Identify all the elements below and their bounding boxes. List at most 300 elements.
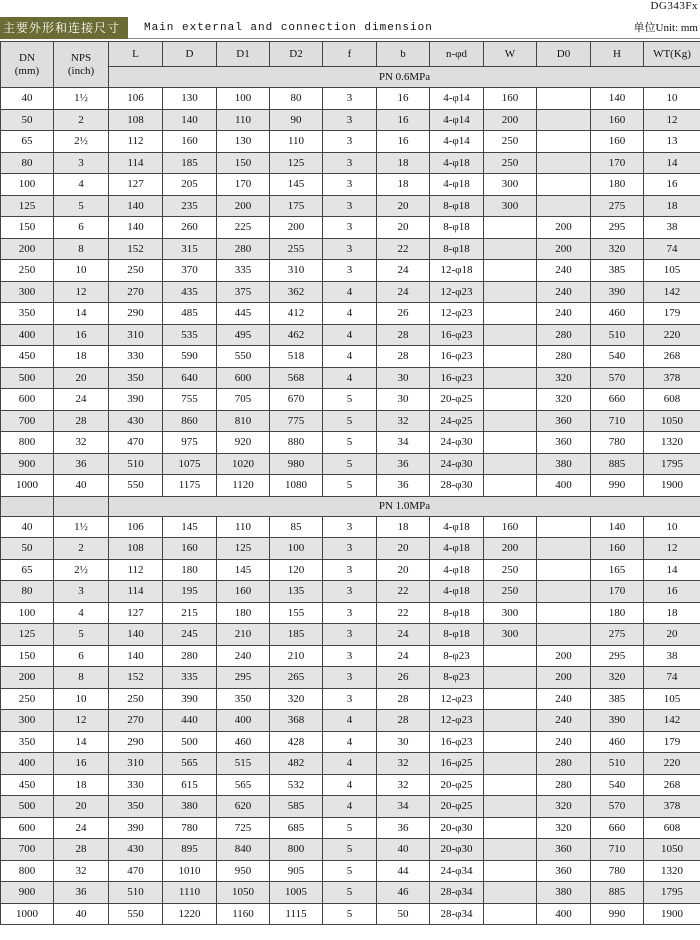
cell-wt: 105 bbox=[644, 688, 700, 710]
cell-L: 310 bbox=[109, 753, 163, 775]
cell-L: 140 bbox=[109, 645, 163, 667]
cell-dn: 800 bbox=[1, 432, 54, 454]
table-row bbox=[1, 817, 700, 839]
table-row bbox=[1, 410, 700, 432]
cell-W bbox=[484, 367, 537, 389]
cell-D0: 360 bbox=[537, 860, 591, 882]
cell-D0: 280 bbox=[537, 753, 591, 775]
cell-H: 385 bbox=[591, 688, 644, 710]
cell-nd: 12-φ23 bbox=[430, 688, 484, 710]
unit-label: 单位Unit: mm bbox=[633, 22, 698, 34]
cell-D1: 1020 bbox=[217, 453, 270, 475]
cell-H: 170 bbox=[591, 152, 644, 174]
cell-L: 550 bbox=[109, 903, 163, 925]
cell-dn: 300 bbox=[1, 710, 54, 732]
cell-W: 250 bbox=[484, 152, 537, 174]
cell-D1: 210 bbox=[217, 624, 270, 646]
cell-dn: 500 bbox=[1, 367, 54, 389]
cell-dn: 150 bbox=[1, 645, 54, 667]
cell-b: 20 bbox=[377, 538, 430, 560]
cell-D1: 280 bbox=[217, 238, 270, 260]
cell-D1: 375 bbox=[217, 281, 270, 303]
cell-b: 16 bbox=[377, 109, 430, 131]
cell-D0: 280 bbox=[537, 346, 591, 368]
cell-D: 195 bbox=[163, 581, 217, 603]
cell-L: 290 bbox=[109, 303, 163, 325]
cell-W: 300 bbox=[484, 174, 537, 196]
cell-dn: 150 bbox=[1, 217, 54, 239]
cell-dn: 450 bbox=[1, 774, 54, 796]
cell-H: 780 bbox=[591, 432, 644, 454]
cell-D0 bbox=[537, 174, 591, 196]
cell-W bbox=[484, 731, 537, 753]
cell-W bbox=[484, 303, 537, 325]
cell-f: 4 bbox=[323, 281, 377, 303]
header-l: L bbox=[109, 42, 163, 67]
cell-f: 5 bbox=[323, 453, 377, 475]
cell-L: 330 bbox=[109, 774, 163, 796]
cell-f: 4 bbox=[323, 710, 377, 732]
cell-D: 1110 bbox=[163, 882, 217, 904]
pressure-row bbox=[1, 496, 700, 516]
table-row bbox=[1, 516, 700, 538]
cell-dn: 350 bbox=[1, 303, 54, 325]
cell-dn: 500 bbox=[1, 796, 54, 818]
cell-W bbox=[484, 260, 537, 282]
cell-D: 755 bbox=[163, 389, 217, 411]
cell-D2: 428 bbox=[270, 731, 323, 753]
cell-b: 28 bbox=[377, 710, 430, 732]
cell-nd: 8-φ23 bbox=[430, 667, 484, 689]
table-row bbox=[1, 903, 700, 925]
cell-nd: 20-φ25 bbox=[430, 774, 484, 796]
cell-H: 460 bbox=[591, 303, 644, 325]
cell-wt: 1795 bbox=[644, 453, 700, 475]
cell-D1: 225 bbox=[217, 217, 270, 239]
cell-f: 4 bbox=[323, 753, 377, 775]
cell-W bbox=[484, 903, 537, 925]
title-divider bbox=[128, 38, 700, 39]
cell-b: 36 bbox=[377, 817, 430, 839]
cell-W bbox=[484, 432, 537, 454]
group-pn06 bbox=[1, 88, 700, 497]
cell-D1: 150 bbox=[217, 152, 270, 174]
cell-H: 990 bbox=[591, 475, 644, 497]
cell-nps: 32 bbox=[54, 432, 109, 454]
cell-f: 3 bbox=[323, 109, 377, 131]
cell-D0: 200 bbox=[537, 667, 591, 689]
cell-f: 3 bbox=[323, 260, 377, 282]
cell-W: 160 bbox=[484, 88, 537, 110]
cell-H: 170 bbox=[591, 581, 644, 603]
model-code: DG343Fx bbox=[650, 0, 698, 12]
cell-b: 18 bbox=[377, 174, 430, 196]
cell-D: 180 bbox=[163, 559, 217, 581]
cell-nd: 24-φ25 bbox=[430, 410, 484, 432]
table-row bbox=[1, 624, 700, 646]
cell-b: 26 bbox=[377, 303, 430, 325]
table-row bbox=[1, 109, 700, 131]
cell-b: 50 bbox=[377, 903, 430, 925]
cell-D: 1220 bbox=[163, 903, 217, 925]
cell-H: 140 bbox=[591, 88, 644, 110]
header-nd: n-φd bbox=[430, 42, 484, 67]
cell-f: 4 bbox=[323, 731, 377, 753]
cell-nd: 4-φ14 bbox=[430, 88, 484, 110]
cell-D: 140 bbox=[163, 109, 217, 131]
cell-H: 320 bbox=[591, 238, 644, 260]
cell-nps: 28 bbox=[54, 410, 109, 432]
cell-nd: 28-φ34 bbox=[430, 903, 484, 925]
cell-D2: 320 bbox=[270, 688, 323, 710]
cell-D0 bbox=[537, 195, 591, 217]
table-row bbox=[1, 559, 700, 581]
cell-b: 22 bbox=[377, 581, 430, 603]
cell-dn: 600 bbox=[1, 817, 54, 839]
cell-b: 26 bbox=[377, 667, 430, 689]
cell-nd: 20-φ30 bbox=[430, 839, 484, 861]
cell-D1: 565 bbox=[217, 774, 270, 796]
table-row bbox=[1, 796, 700, 818]
cell-H: 540 bbox=[591, 774, 644, 796]
cell-W: 250 bbox=[484, 581, 537, 603]
cell-dn: 800 bbox=[1, 860, 54, 882]
cell-D2: 255 bbox=[270, 238, 323, 260]
cell-D: 380 bbox=[163, 796, 217, 818]
cell-wt: 608 bbox=[644, 817, 700, 839]
cell-dn: 80 bbox=[1, 152, 54, 174]
cell-D0: 240 bbox=[537, 281, 591, 303]
cell-f: 4 bbox=[323, 774, 377, 796]
header-d1: D1 bbox=[217, 42, 270, 67]
cell-D1: 460 bbox=[217, 731, 270, 753]
cell-f: 5 bbox=[323, 475, 377, 497]
cell-L: 310 bbox=[109, 324, 163, 346]
cell-nd: 16-φ23 bbox=[430, 346, 484, 368]
cell-L: 108 bbox=[109, 109, 163, 131]
cell-dn: 200 bbox=[1, 667, 54, 689]
cell-wt: 1320 bbox=[644, 432, 700, 454]
cell-dn: 100 bbox=[1, 602, 54, 624]
cell-wt: 74 bbox=[644, 667, 700, 689]
cell-W: 300 bbox=[484, 624, 537, 646]
cell-W: 300 bbox=[484, 602, 537, 624]
cell-D1: 1120 bbox=[217, 475, 270, 497]
cell-dn: 400 bbox=[1, 753, 54, 775]
cell-nps: 10 bbox=[54, 688, 109, 710]
cell-D0 bbox=[537, 581, 591, 603]
cell-b: 30 bbox=[377, 367, 430, 389]
cell-D: 315 bbox=[163, 238, 217, 260]
cell-b: 20 bbox=[377, 195, 430, 217]
cell-nd: 4-φ18 bbox=[430, 559, 484, 581]
cell-f: 4 bbox=[323, 303, 377, 325]
cell-dn: 1000 bbox=[1, 903, 54, 925]
cell-H: 885 bbox=[591, 453, 644, 475]
cell-wt: 14 bbox=[644, 152, 700, 174]
cell-W bbox=[484, 667, 537, 689]
cell-b: 40 bbox=[377, 839, 430, 861]
cell-dn: 125 bbox=[1, 624, 54, 646]
cell-wt: 268 bbox=[644, 346, 700, 368]
cell-nd: 4-φ18 bbox=[430, 152, 484, 174]
cell-wt: 20 bbox=[644, 624, 700, 646]
cell-wt: 12 bbox=[644, 538, 700, 560]
cell-D: 565 bbox=[163, 753, 217, 775]
cell-D0: 400 bbox=[537, 475, 591, 497]
cell-L: 390 bbox=[109, 389, 163, 411]
cell-D1: 295 bbox=[217, 667, 270, 689]
table-row bbox=[1, 475, 700, 497]
cell-H: 385 bbox=[591, 260, 644, 282]
cell-wt: 14 bbox=[644, 559, 700, 581]
header-d2: D2 bbox=[270, 42, 323, 67]
cell-wt: 16 bbox=[644, 581, 700, 603]
cell-f: 4 bbox=[323, 796, 377, 818]
cell-L: 430 bbox=[109, 839, 163, 861]
cell-nd: 12-φ23 bbox=[430, 281, 484, 303]
cell-f: 3 bbox=[323, 645, 377, 667]
cell-nps: 24 bbox=[54, 817, 109, 839]
cell-D2: 482 bbox=[270, 753, 323, 775]
cell-wt: 179 bbox=[644, 303, 700, 325]
cell-D0 bbox=[537, 131, 591, 153]
cell-nps: 32 bbox=[54, 860, 109, 882]
cell-f: 5 bbox=[323, 410, 377, 432]
cell-wt: 38 bbox=[644, 217, 700, 239]
cell-D1: 495 bbox=[217, 324, 270, 346]
table-row bbox=[1, 667, 700, 689]
cell-D: 1175 bbox=[163, 475, 217, 497]
cell-L: 127 bbox=[109, 602, 163, 624]
table-row bbox=[1, 774, 700, 796]
cell-f: 3 bbox=[323, 174, 377, 196]
cell-b: 16 bbox=[377, 88, 430, 110]
cell-D: 485 bbox=[163, 303, 217, 325]
cell-b: 24 bbox=[377, 281, 430, 303]
cell-wt: 1050 bbox=[644, 839, 700, 861]
cell-f: 5 bbox=[323, 839, 377, 861]
cell-f: 5 bbox=[323, 882, 377, 904]
cell-nps: 36 bbox=[54, 453, 109, 475]
cell-D0: 320 bbox=[537, 796, 591, 818]
cell-L: 350 bbox=[109, 796, 163, 818]
header-w: W bbox=[484, 42, 537, 67]
cell-W bbox=[484, 860, 537, 882]
cell-W bbox=[484, 281, 537, 303]
cell-wt: 105 bbox=[644, 260, 700, 282]
cell-W bbox=[484, 753, 537, 775]
cell-L: 140 bbox=[109, 624, 163, 646]
cell-nps: 40 bbox=[54, 903, 109, 925]
cell-D0 bbox=[537, 602, 591, 624]
cell-f: 3 bbox=[323, 217, 377, 239]
cell-L: 114 bbox=[109, 581, 163, 603]
cell-W: 250 bbox=[484, 131, 537, 153]
cell-D0: 200 bbox=[537, 217, 591, 239]
cell-L: 470 bbox=[109, 432, 163, 454]
cell-D2: 210 bbox=[270, 645, 323, 667]
table-row bbox=[1, 731, 700, 753]
pressure-label: PN 1.0MPa bbox=[109, 496, 700, 516]
cell-H: 390 bbox=[591, 710, 644, 732]
cell-W: 250 bbox=[484, 559, 537, 581]
cell-wt: 13 bbox=[644, 131, 700, 153]
cell-dn: 250 bbox=[1, 260, 54, 282]
cell-nps: 16 bbox=[54, 753, 109, 775]
cell-D2: 200 bbox=[270, 217, 323, 239]
cell-f: 3 bbox=[323, 667, 377, 689]
cell-wt: 1900 bbox=[644, 903, 700, 925]
cell-D: 500 bbox=[163, 731, 217, 753]
cell-nd: 8-φ18 bbox=[430, 602, 484, 624]
cell-b: 24 bbox=[377, 260, 430, 282]
cell-W: 200 bbox=[484, 109, 537, 131]
cell-nps: 2 bbox=[54, 109, 109, 131]
table-row bbox=[1, 753, 700, 775]
cell-H: 885 bbox=[591, 882, 644, 904]
table-row bbox=[1, 174, 700, 196]
cell-D1: 160 bbox=[217, 581, 270, 603]
cell-nd: 8-φ18 bbox=[430, 195, 484, 217]
cell-D0: 360 bbox=[537, 839, 591, 861]
cell-D: 895 bbox=[163, 839, 217, 861]
cell-L: 290 bbox=[109, 731, 163, 753]
cell-b: 36 bbox=[377, 453, 430, 475]
cell-H: 990 bbox=[591, 903, 644, 925]
cell-D0: 400 bbox=[537, 903, 591, 925]
cell-L: 550 bbox=[109, 475, 163, 497]
cell-wt: 18 bbox=[644, 602, 700, 624]
cell-D2: 880 bbox=[270, 432, 323, 454]
cell-D0: 320 bbox=[537, 389, 591, 411]
cell-f: 3 bbox=[323, 238, 377, 260]
cell-W bbox=[484, 796, 537, 818]
cell-dn: 250 bbox=[1, 688, 54, 710]
blank-cell bbox=[1, 496, 54, 516]
table-row bbox=[1, 217, 700, 239]
cell-b: 28 bbox=[377, 324, 430, 346]
table-row bbox=[1, 538, 700, 560]
cell-W bbox=[484, 475, 537, 497]
cell-b: 32 bbox=[377, 753, 430, 775]
cell-wt: 10 bbox=[644, 88, 700, 110]
cell-wt: 12 bbox=[644, 109, 700, 131]
cell-D: 1010 bbox=[163, 860, 217, 882]
cell-wt: 142 bbox=[644, 281, 700, 303]
cell-b: 18 bbox=[377, 516, 430, 538]
cell-nd: 24-φ30 bbox=[430, 432, 484, 454]
cell-D2: 462 bbox=[270, 324, 323, 346]
cell-L: 152 bbox=[109, 667, 163, 689]
cell-dn: 65 bbox=[1, 131, 54, 153]
cell-W bbox=[484, 346, 537, 368]
cell-nd: 16-φ23 bbox=[430, 731, 484, 753]
cell-f: 3 bbox=[323, 538, 377, 560]
cell-nps: 2½ bbox=[54, 131, 109, 153]
cell-wt: 74 bbox=[644, 238, 700, 260]
cell-D2: 670 bbox=[270, 389, 323, 411]
table-row bbox=[1, 860, 700, 882]
cell-L: 270 bbox=[109, 710, 163, 732]
cell-nd: 4-φ18 bbox=[430, 581, 484, 603]
cell-nps: 16 bbox=[54, 324, 109, 346]
cell-nps: 10 bbox=[54, 260, 109, 282]
header-b: b bbox=[377, 42, 430, 67]
cell-D1: 600 bbox=[217, 367, 270, 389]
cell-f: 3 bbox=[323, 516, 377, 538]
cell-dn: 40 bbox=[1, 88, 54, 110]
cell-b: 22 bbox=[377, 602, 430, 624]
cell-b: 46 bbox=[377, 882, 430, 904]
table-row bbox=[1, 238, 700, 260]
cell-D: 245 bbox=[163, 624, 217, 646]
cell-W bbox=[484, 238, 537, 260]
title-chinese: 主要外形和连接尺寸 bbox=[0, 17, 128, 39]
cell-nps: 24 bbox=[54, 389, 109, 411]
cell-nps: 18 bbox=[54, 346, 109, 368]
cell-D: 335 bbox=[163, 667, 217, 689]
table-row bbox=[1, 88, 700, 110]
cell-nd: 8-φ18 bbox=[430, 624, 484, 646]
cell-wt: 179 bbox=[644, 731, 700, 753]
cell-D2: 310 bbox=[270, 260, 323, 282]
cell-D: 390 bbox=[163, 688, 217, 710]
cell-dn: 200 bbox=[1, 238, 54, 260]
cell-D1: 100 bbox=[217, 88, 270, 110]
cell-H: 180 bbox=[591, 174, 644, 196]
cell-nd: 4-φ18 bbox=[430, 516, 484, 538]
cell-L: 270 bbox=[109, 281, 163, 303]
header-wt: WT(Kg) bbox=[644, 42, 700, 67]
cell-nd: 12-φ23 bbox=[430, 710, 484, 732]
cell-D0: 380 bbox=[537, 453, 591, 475]
cell-nd: 4-φ14 bbox=[430, 109, 484, 131]
table-row bbox=[1, 346, 700, 368]
cell-W bbox=[484, 410, 537, 432]
header-row bbox=[1, 42, 700, 67]
cell-H: 295 bbox=[591, 217, 644, 239]
cell-D: 185 bbox=[163, 152, 217, 174]
cell-nd: 28-φ34 bbox=[430, 882, 484, 904]
cell-W bbox=[484, 774, 537, 796]
cell-D1: 515 bbox=[217, 753, 270, 775]
cell-D1: 125 bbox=[217, 538, 270, 560]
cell-D2: 775 bbox=[270, 410, 323, 432]
cell-wt: 1050 bbox=[644, 410, 700, 432]
cell-D0: 200 bbox=[537, 238, 591, 260]
table-row bbox=[1, 645, 700, 667]
cell-H: 460 bbox=[591, 731, 644, 753]
group-pn10 bbox=[1, 516, 700, 925]
cell-b: 20 bbox=[377, 217, 430, 239]
cell-dn: 450 bbox=[1, 346, 54, 368]
cell-D2: 685 bbox=[270, 817, 323, 839]
cell-L: 390 bbox=[109, 817, 163, 839]
cell-nps: 12 bbox=[54, 281, 109, 303]
cell-D2: 585 bbox=[270, 796, 323, 818]
cell-D0 bbox=[537, 88, 591, 110]
cell-H: 180 bbox=[591, 602, 644, 624]
cell-nps: 4 bbox=[54, 174, 109, 196]
cell-b: 30 bbox=[377, 731, 430, 753]
cell-b: 34 bbox=[377, 796, 430, 818]
pressure-label: PN 0.6MPa bbox=[109, 67, 700, 88]
cell-nd: 4-φ18 bbox=[430, 174, 484, 196]
cell-D0 bbox=[537, 152, 591, 174]
cell-D1: 350 bbox=[217, 688, 270, 710]
cell-D: 215 bbox=[163, 602, 217, 624]
